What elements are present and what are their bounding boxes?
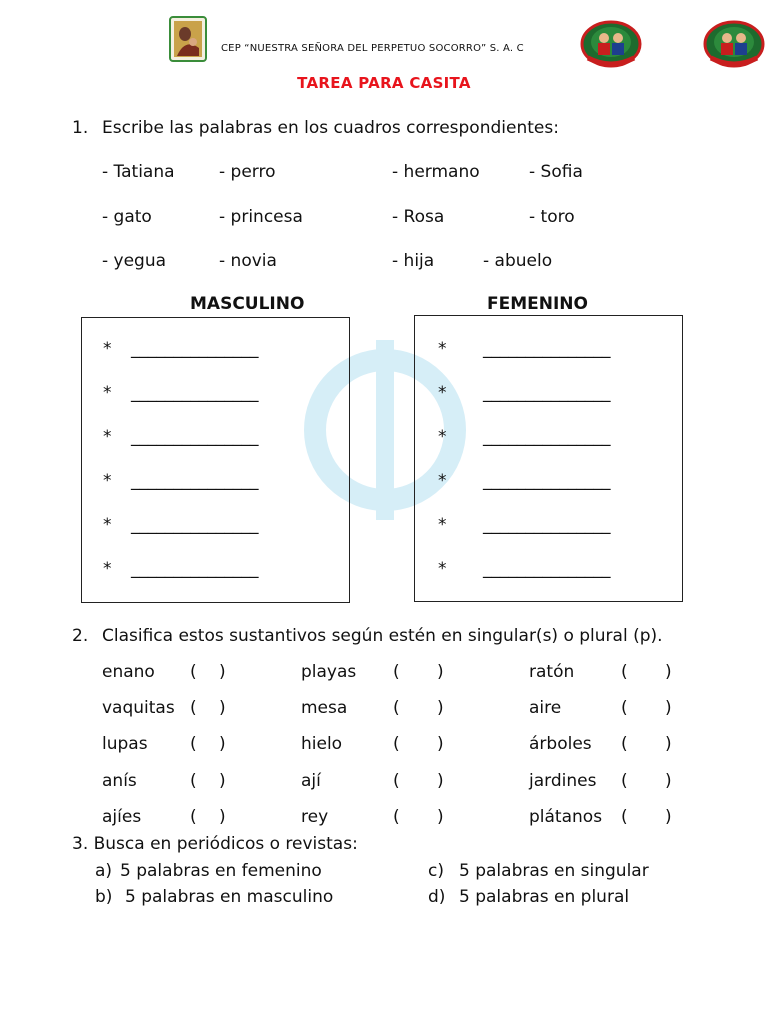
noun-word: ratón [529, 662, 575, 682]
fem-blank[interactable]: _______________ [483, 339, 611, 359]
answer-open-paren[interactable]: ( [621, 662, 628, 682]
fem-bullet: * [438, 339, 447, 359]
fem-blank[interactable]: _______________ [483, 471, 611, 491]
masc-blank[interactable]: _______________ [131, 383, 259, 403]
answer-open-paren[interactable]: ( [621, 807, 628, 827]
word-item: - Tatiana [102, 162, 175, 182]
answer-open-paren[interactable]: ( [621, 734, 628, 754]
answer-open-paren[interactable]: ( [393, 734, 400, 754]
fem-bullet: * [438, 515, 447, 535]
answer-close-paren: ) [437, 698, 444, 718]
noun-word: playas [301, 662, 357, 682]
fem-bullet: * [438, 559, 447, 579]
q3-item-label: c) [428, 861, 444, 881]
noun-word: rey [301, 807, 329, 827]
word-item: - Sofia [529, 162, 583, 182]
answer-close-paren: ) [219, 734, 226, 754]
masc-bullet: * [103, 559, 112, 579]
masc-blank[interactable]: _______________ [131, 559, 259, 579]
answer-open-paren[interactable]: ( [190, 662, 197, 682]
noun-word: hielo [301, 734, 343, 754]
answer-close-paren: ) [665, 807, 672, 827]
masc-bullet: * [103, 427, 112, 447]
answer-close-paren: ) [219, 698, 226, 718]
masc-blank[interactable]: _______________ [131, 427, 259, 447]
masc-bullet: * [103, 339, 112, 359]
page-title: TAREA PARA CASITA [297, 74, 471, 92]
word-item: - Rosa [392, 207, 445, 227]
word-item: - perro [219, 162, 276, 182]
answer-open-paren[interactable]: ( [393, 807, 400, 827]
word-item: - yegua [102, 251, 167, 271]
q1-text: Escribe las palabras en los cuadros correspondientes: [102, 118, 559, 138]
noun-word: árboles [529, 734, 592, 754]
fem-blank[interactable]: _______________ [483, 515, 611, 535]
q3-item-text: 5 palabras en femenino [120, 861, 322, 881]
fem-bullet: * [438, 471, 447, 491]
noun-word: anís [102, 771, 137, 791]
q3-item-label: a) [95, 861, 113, 881]
femenino-heading: FEMENINO [487, 294, 588, 314]
fem-blank[interactable]: _______________ [483, 427, 611, 447]
fem-bullet: * [438, 427, 447, 447]
masc-blank[interactable]: _______________ [131, 339, 259, 359]
q3-item-label: b) [95, 887, 113, 907]
word-item: - hija [392, 251, 435, 271]
school-logo-left [169, 16, 207, 62]
q3-item-text: 5 palabras en plural [459, 887, 630, 907]
noun-word: lupas [102, 734, 148, 754]
noun-word: ají [301, 771, 321, 791]
answer-close-paren: ) [665, 734, 672, 754]
answer-open-paren[interactable]: ( [393, 771, 400, 791]
school-seal-icon [580, 20, 640, 66]
noun-word: mesa [301, 698, 348, 718]
masc-bullet: * [103, 383, 112, 403]
answer-close-paren: ) [665, 771, 672, 791]
answer-open-paren[interactable]: ( [190, 807, 197, 827]
word-item: - abuelo [483, 251, 553, 271]
answer-open-paren[interactable]: ( [190, 734, 197, 754]
answer-open-paren[interactable]: ( [393, 662, 400, 682]
answer-close-paren: ) [437, 771, 444, 791]
noun-word: plátanos [529, 807, 603, 827]
answer-close-paren: ) [665, 662, 672, 682]
masc-bullet: * [103, 471, 112, 491]
masc-blank[interactable]: _______________ [131, 471, 259, 491]
word-item: - princesa [219, 207, 303, 227]
q3-item-text: 5 palabras en singular [459, 861, 649, 881]
word-item: - toro [529, 207, 575, 227]
noun-word: jardines [529, 771, 597, 791]
answer-open-paren[interactable]: ( [393, 698, 400, 718]
answer-close-paren: ) [437, 734, 444, 754]
noun-word: aire [529, 698, 562, 718]
word-item: - gato [102, 207, 152, 227]
q3-item-text: 5 palabras en masculino [125, 887, 334, 907]
masc-bullet: * [103, 515, 112, 535]
q3-item-label: d) [428, 887, 446, 907]
answer-close-paren: ) [437, 662, 444, 682]
fem-bullet: * [438, 383, 447, 403]
answer-open-paren[interactable]: ( [190, 771, 197, 791]
answer-close-paren: ) [437, 807, 444, 827]
school-seal-icon [703, 20, 763, 66]
q2-text: Clasifica estos sustantivos según estén en singular(s) o plural (p). [102, 626, 663, 646]
school-name: CEP “NUESTRA SEÑORA DEL PERPETUO SOCORRO” S. A. C [221, 43, 524, 54]
answer-close-paren: ) [219, 807, 226, 827]
fem-blank[interactable]: _______________ [483, 383, 611, 403]
q2-number: 2. [72, 626, 89, 646]
answer-open-paren[interactable]: ( [621, 771, 628, 791]
answer-close-paren: ) [219, 771, 226, 791]
noun-word: vaquitas [102, 698, 175, 718]
answer-open-paren[interactable]: ( [621, 698, 628, 718]
noun-word: ajíes [102, 807, 142, 827]
masculino-heading: MASCULINO [190, 294, 305, 314]
answer-close-paren: ) [665, 698, 672, 718]
answer-close-paren: ) [219, 662, 226, 682]
q3-text: 3. Busca en periódicos o revistas: [72, 834, 358, 854]
word-item: - novia [219, 251, 277, 271]
fem-blank[interactable]: _______________ [483, 559, 611, 579]
q1-number: 1. [72, 118, 89, 138]
answer-open-paren[interactable]: ( [190, 698, 197, 718]
noun-word: enano [102, 662, 155, 682]
masc-blank[interactable]: _______________ [131, 515, 259, 535]
word-item: - hermano [392, 162, 480, 182]
